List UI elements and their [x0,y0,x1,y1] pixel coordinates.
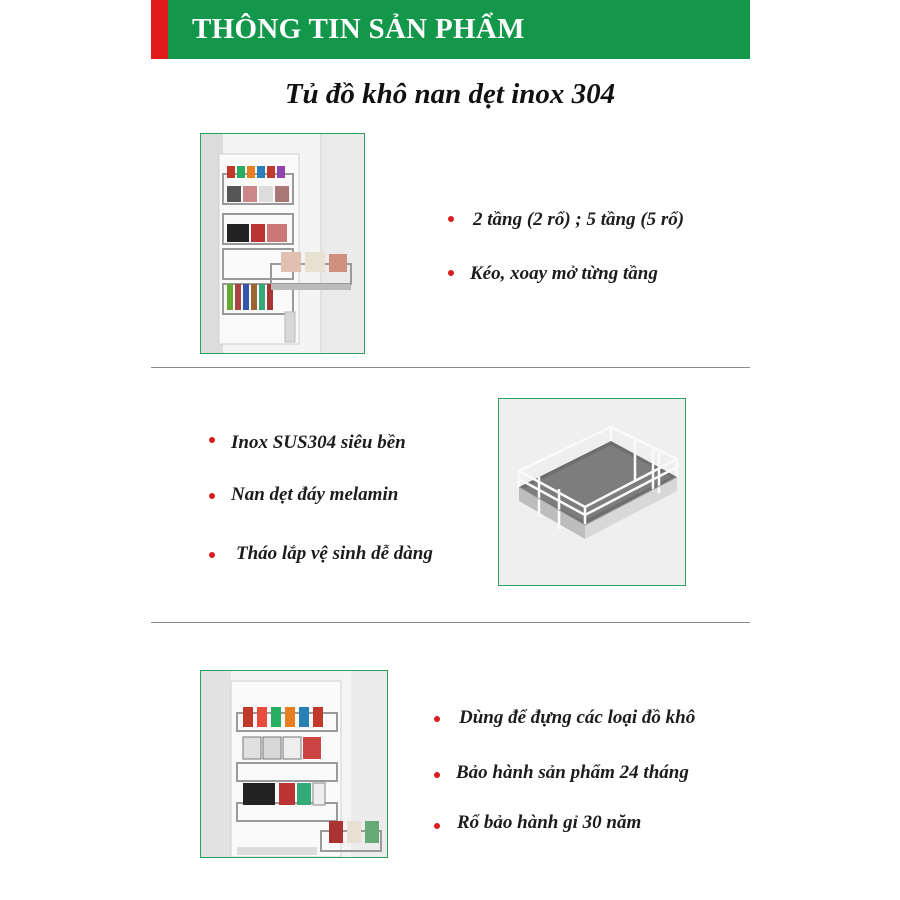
header-red-accent [151,0,168,59]
section-divider [151,622,750,623]
feature-text: Nan dẹt đáy melamin [231,484,399,505]
feature-text: Rổ bảo hành gỉ 30 năm [457,812,642,833]
bullet-dot [448,270,454,276]
bullet-dot [209,493,215,499]
bullet-dot [448,216,454,222]
pull-out-cabinet-photo [200,133,365,354]
bullet-dot [209,552,215,558]
bullet-dot [434,716,440,722]
header-title: THÔNG TIN SẢN PHẨM [192,13,525,45]
feature-text: 2 tầng (2 rổ) ; 5 tầng (5 rổ) [473,209,685,230]
bullet-dot [434,772,440,778]
bullet-dot [209,437,215,443]
feature-text: Dùng để đựng các loại đồ khô [459,707,696,728]
wire-basket-photo [498,398,686,586]
feature-text: Bảo hành sản phẩm 24 tháng [456,762,689,783]
header-banner [151,0,750,59]
product-title: Tủ đồ khô nan dẹt inox 304 [284,78,616,110]
feature-text: Inox SUS304 siêu bền [231,432,406,453]
feature-text: Kéo, xoay mở từng tầng [470,263,658,284]
pantry-cabinet-photo [200,670,388,858]
feature-text: Tháo lắp vệ sinh dễ dàng [236,543,433,564]
section-divider [151,367,750,368]
bullet-dot [434,823,440,829]
